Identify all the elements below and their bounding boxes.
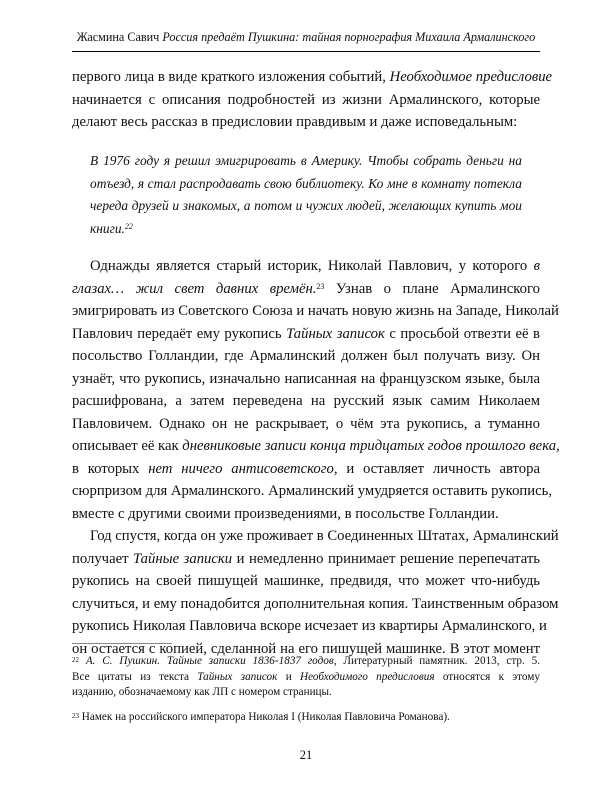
text-run: отъезд, я стал распродавать свою библиотеку. Ко мне в комнату потекла xyxy=(90,175,522,191)
text-line xyxy=(72,615,547,638)
text-run xyxy=(79,655,86,667)
text-line xyxy=(72,89,540,112)
text-run: получает xyxy=(72,550,134,567)
text-run: и немедленно принимает решение перепечатать xyxy=(232,550,540,567)
text-line xyxy=(72,548,540,571)
block-quote xyxy=(90,150,522,240)
footnotes xyxy=(72,654,540,734)
text-run: Тайных записок xyxy=(197,670,278,683)
text-run: эмигрировать из Советского Союза и начать новую жизнь на Западе, Николай xyxy=(72,303,559,319)
text-line xyxy=(72,593,559,616)
text-run: относятся к этому xyxy=(434,670,540,683)
text-run: Намек на российского императора Николая I (Николая Павловича Романова). xyxy=(79,710,450,723)
text-line xyxy=(72,345,540,368)
text-line xyxy=(72,111,540,134)
text-line xyxy=(72,435,560,458)
text-line xyxy=(72,670,540,686)
text-line xyxy=(72,480,553,503)
text-run: описывает её как xyxy=(72,438,183,454)
paragraph-story xyxy=(72,255,560,660)
text-line xyxy=(72,255,540,278)
text-run: он остается с копией, сделанной на его пишущей машинке. В этот момент xyxy=(72,640,540,657)
text-run: и оставляет личность автора xyxy=(337,460,540,477)
text-run: Однажды является старый историк, Николай Павлович, у которого xyxy=(90,258,534,274)
text-run: Павловичем. Однако он не раскрывает, о чём эта рукопись, а туманно xyxy=(72,415,540,432)
text-run: рукопись на своей пишущей машинке, предвидя, что может что-нибудь xyxy=(72,573,540,589)
text-run: расшифрована, а затем переведена на русский язык самим Николаем xyxy=(72,393,540,409)
footnote-rule xyxy=(72,643,172,644)
text-line xyxy=(72,390,540,413)
text-run: первого лица в виде краткого изложения событий, xyxy=(72,69,390,85)
text-run: В 1976 году я решил эмигрировать в Америку. Чтобы собрать деньги на xyxy=(90,153,522,168)
text-line xyxy=(72,685,540,701)
text-line xyxy=(72,654,540,670)
page-number: 21 xyxy=(299,748,313,762)
footnote-23 xyxy=(72,710,540,726)
paragraph-year-later xyxy=(72,525,559,660)
header-rule xyxy=(72,51,540,52)
text-run: в xyxy=(533,258,540,274)
text-run: в которых xyxy=(72,460,149,477)
footnote-ref[interactable]: 23 xyxy=(316,281,325,291)
text-line xyxy=(72,323,540,346)
footnote-ref[interactable]: 23 xyxy=(72,711,79,720)
text-run: Литературный памятник. 2013, стр. 5. xyxy=(336,655,540,667)
text-line xyxy=(90,195,522,218)
text-line xyxy=(72,300,559,323)
text-run: Тайные записки xyxy=(133,550,233,567)
text-run: Узнав о плане Армалинского xyxy=(324,280,540,297)
text-run: Необходимое предисловие xyxy=(389,69,553,85)
text-line xyxy=(72,525,559,548)
header-book-title: Россия предаёт Пушкина: тайная порнография Михаила Армалинского xyxy=(162,30,536,44)
text-line xyxy=(72,278,540,301)
text-run: рукопись Николая Павловича вскоре исчезает из квартиры Армалинского, и xyxy=(72,618,547,634)
text-line xyxy=(90,218,522,241)
text-run: начинается с описания подробностей из жизни Армалинского, которые xyxy=(72,91,540,108)
text-run: Необходимого предисловия xyxy=(300,670,435,683)
text-line xyxy=(72,413,540,436)
text-line xyxy=(72,66,553,89)
text-run: Тайных записок xyxy=(286,325,385,342)
text-run: случиться, и ему понадобится дополнительная копия. Таинственным образом xyxy=(72,595,559,612)
text-line xyxy=(72,503,540,526)
text-run: Год спустя, когда он уже проживает в Соединенных Штатах, Армалинский xyxy=(90,528,559,544)
paragraph-intro xyxy=(72,66,553,134)
text-run: изданию, обозначаемому как ЛП с номером страницы. xyxy=(72,686,332,699)
text-run: узнаёт, что рукопись, изначально написанная на французском языке, была xyxy=(72,370,540,387)
text-run: глазах… жил свет давних времён. xyxy=(72,280,317,297)
text-run: делают весь рассказ в предисловии правдивым и даже исповедальным: xyxy=(72,114,518,130)
text-run: нет ничего антисоветского, xyxy=(148,460,338,477)
text-line xyxy=(72,570,540,593)
footnote-ref[interactable]: 22 xyxy=(124,221,133,231)
text-line xyxy=(90,150,522,173)
running-header xyxy=(72,30,540,45)
text-line xyxy=(72,458,540,481)
text-run: Павлович передаёт ему рукопись xyxy=(72,325,287,342)
text-run: сюрпризом для Армалинского. Армалинский умудряется оставить рукопись, xyxy=(72,483,553,499)
footnote-ref[interactable]: 22 xyxy=(72,656,79,664)
header-author: Жасмина Савич xyxy=(76,30,160,44)
text-line xyxy=(72,710,540,726)
footnote-22 xyxy=(72,654,540,701)
text-line xyxy=(90,173,522,196)
text-run: Все цитаты из текста xyxy=(72,670,198,683)
text-run: с просьбой отвезти её в xyxy=(384,325,540,342)
text-run: вместе с другими своими произведениями, в посольстве Голландии. xyxy=(72,505,499,522)
text-run: дневниковые записи конца тридцатых годов прошлого века, xyxy=(182,438,560,454)
text-run: книги. xyxy=(90,220,125,236)
text-run: посольство Голландии, где Армалинский должен был получать визу. Он xyxy=(72,348,540,364)
paragraph-historian xyxy=(72,255,560,525)
text-run: и xyxy=(277,670,301,683)
text-line xyxy=(72,368,540,391)
text-run: череда друзей и знакомых, а потом и чужих людей, желающих купить мои xyxy=(90,198,522,214)
text-run: А. С. Пушкин. Тайные записки 1836-1837 годов, xyxy=(85,655,337,667)
